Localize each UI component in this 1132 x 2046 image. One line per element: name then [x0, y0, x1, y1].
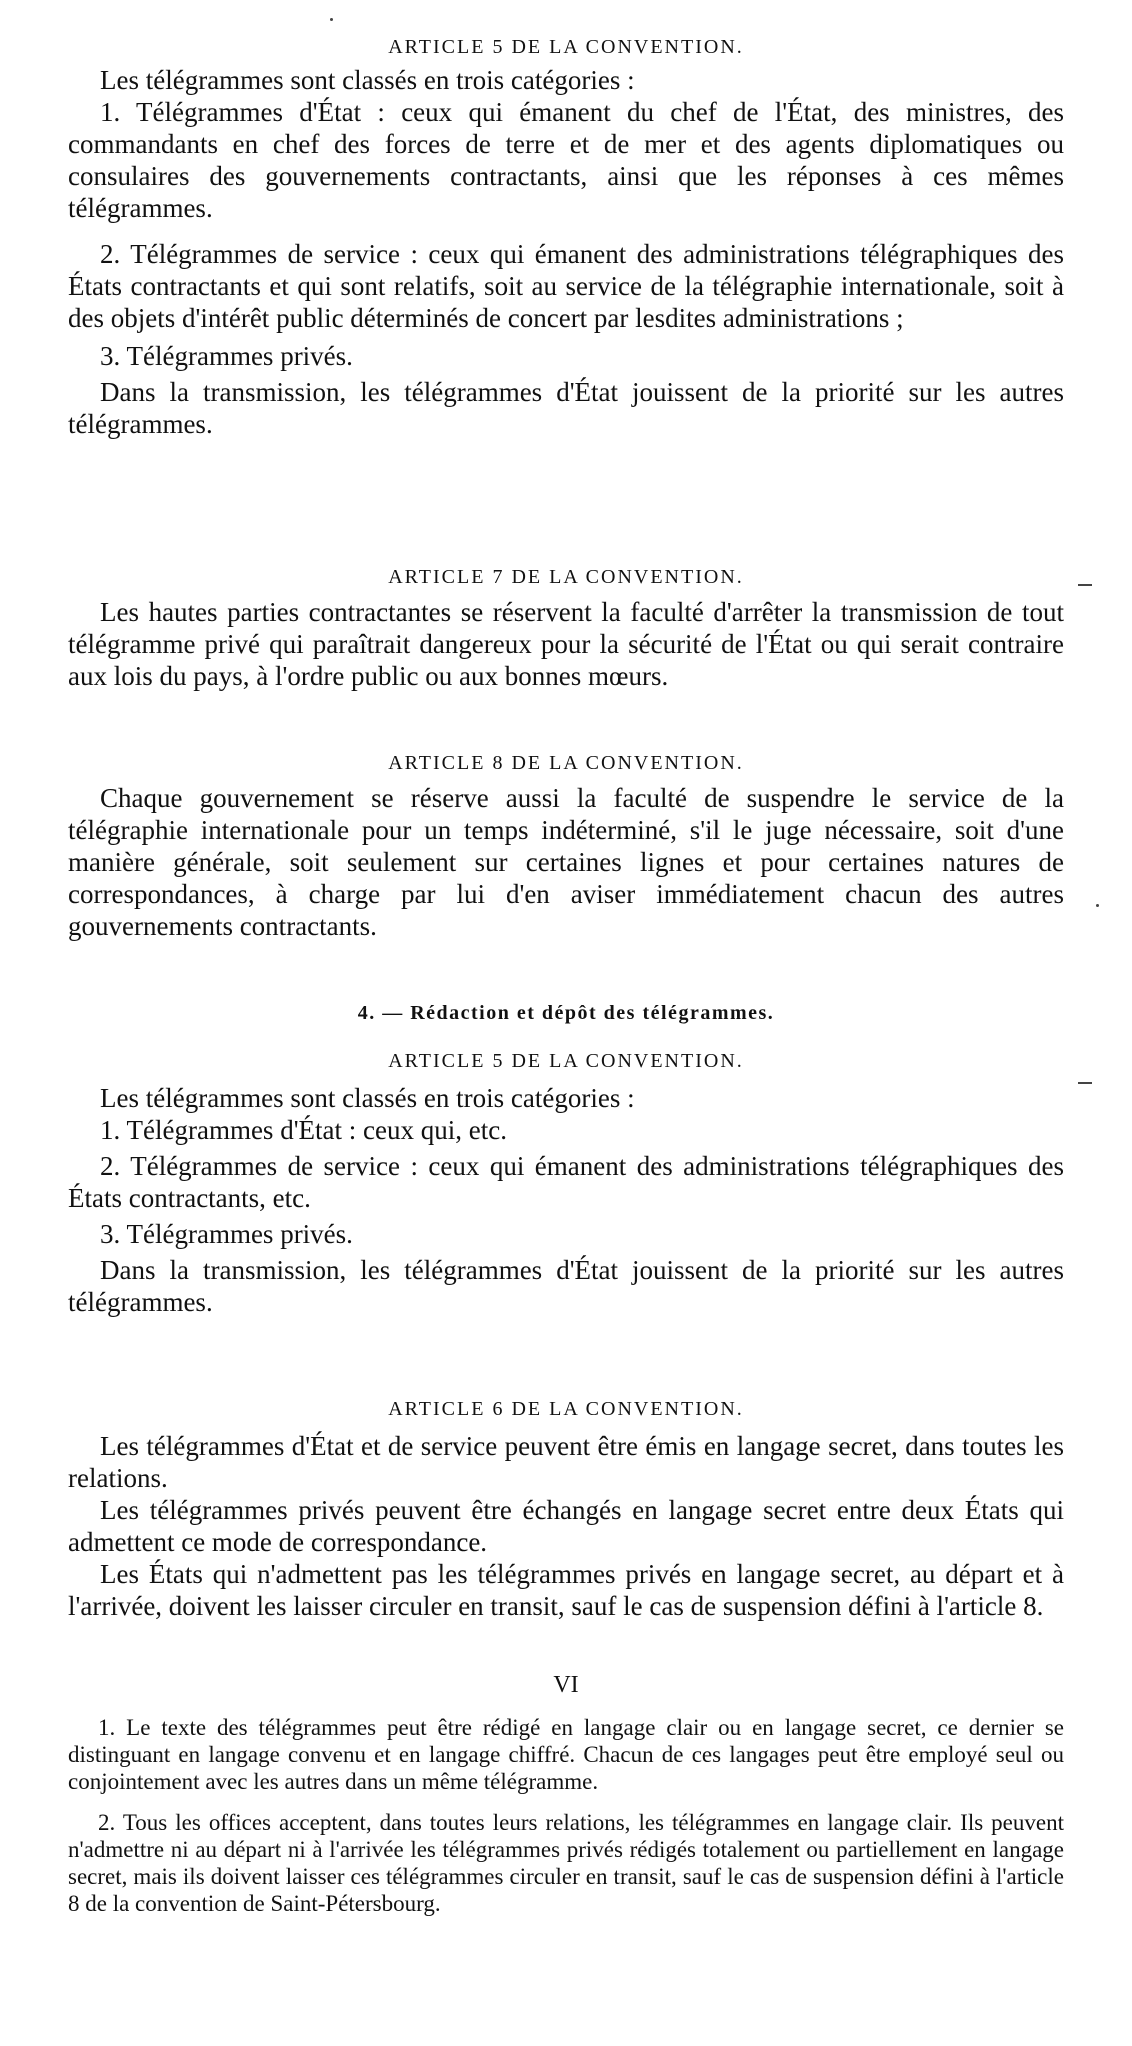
- article-8-text: Chaque gouvernement se réserve aussi la faculté de suspendre le service de la télégraphie internationale pour un temps indéterminé, s'il le juge nécessaire, soit d'une manière générale, soit seulement sur certaines lignes et pour certaines natures de correspondances, à charge par lui d'en aviser immédiatement chacun des autres gouvernements contractants.: [68, 783, 1064, 941]
- article-5-item-2: 2. Télégrammes de service : ceux qui émanent des administrations télégraphiques des États contractants et qui sont relatifs, soit au service de la télégraphie internationale, soit à des objets d'intérêt public déterminés de concert par lesdites administrations ;: [68, 239, 1064, 333]
- margin-mark: [1078, 584, 1092, 586]
- article-5-repeat-intro: Les télégrammes sont classés en trois catégories :: [100, 1083, 635, 1113]
- article-6-heading: ARTICLE 6 DE LA CONVENTION.: [388, 1398, 744, 1420]
- margin-dot: [330, 18, 333, 21]
- article-5-repeat-item-1: 1. Télégrammes d'État : ceux qui, etc.: [100, 1115, 507, 1145]
- article-5-item-3: 3. Télégrammes privés.: [100, 341, 353, 371]
- article-5-intro: Les télégrammes sont classés en trois catégories :: [100, 65, 635, 95]
- rule-vi-heading: VI: [553, 1672, 579, 1698]
- article-5-item-1: 1. Télégrammes d'État : ceux qui émanent du chef de l'État, des ministres, des commandants en chef des forces de terre et de mer et des agents diplomatiques ou consulaires des gouvernements contractants, ainsi que les réponses à ces mêmes télégrammes.: [68, 97, 1064, 223]
- margin-mark: [1078, 1082, 1092, 1084]
- article-8-body: [68, 782, 1064, 942]
- article-6-body: [68, 1430, 1064, 1622]
- article-5-body: [68, 64, 1064, 440]
- article-5-repeat-item-3: 3. Télégrammes privés.: [100, 1219, 353, 1249]
- article-7-text: Les hautes parties contractantes se réservent la faculté d'arrêter la transmission de tout télégramme privé qui paraîtrait dangereux pour la sécurité de l'État ou qui serait contraire aux lois du pays, à l'ordre public ou aux bonnes mœurs.: [68, 597, 1064, 691]
- article-5-repeat-body: [68, 1082, 1064, 1318]
- article-5-priority: Dans la transmission, les télégrammes d'État jouissent de la priorité sur les autres télégrammes.: [68, 377, 1064, 439]
- rule-vi-para-1: 1. Le texte des télégrammes peut être rédigé en langage clair ou en langage secret, ce dernier se distinguant en langage convenu et en langage chiffré. Chacun de ces langages peut être employé seul ou conjointement avec les autres dans un même télégramme.: [68, 1715, 1064, 1794]
- article-7-body: [68, 596, 1064, 692]
- article-7-heading: ARTICLE 7 DE LA CONVENTION.: [388, 566, 744, 588]
- section-4-title: 4. — Rédaction et dépôt des télégrammes.: [357, 1002, 775, 1024]
- article-6-para-1: Les télégrammes d'État et de service peuvent être émis en langage secret, dans toutes les relations.: [68, 1431, 1064, 1493]
- article-6-para-3: Les États qui n'admettent pas les télégrammes privés en langage secret, au départ et à l'arrivée, doivent les laisser circuler en transit, sauf le cas de suspension défini à l'article 8.: [68, 1559, 1064, 1621]
- rule-vi-body: [68, 1714, 1064, 1917]
- article-5-heading: ARTICLE 5 DE LA CONVENTION.: [388, 36, 744, 58]
- margin-dot: [1096, 904, 1099, 907]
- article-8-heading: ARTICLE 8 DE LA CONVENTION.: [388, 752, 744, 774]
- article-5-repeat-priority: Dans la transmission, les télégrammes d'État jouissent de la priorité sur les autres télégrammes.: [68, 1255, 1064, 1317]
- article-5-repeat-heading: ARTICLE 5 DE LA CONVENTION.: [388, 1050, 744, 1072]
- rule-vi-para-2: 2. Tous les offices acceptent, dans toutes leurs relations, les télégrammes en langage clair. Ils peuvent n'admettre ni au départ ni à l'arrivée les télégrammes privés rédigés totalement ou partiellement en langage secret, mais ils doivent laisser ces télégrammes circuler en transit, sauf le cas de suspension défini à l'article 8 de la convention de Saint-Pétersbourg.: [68, 1810, 1064, 1916]
- article-6-para-2: Les télégrammes privés peuvent être échangés en langage secret entre deux États qui admettent ce mode de correspondance.: [68, 1495, 1064, 1557]
- article-5-repeat-item-2: 2. Télégrammes de service : ceux qui émanent des administrations télégraphiques des États contractants, etc.: [68, 1151, 1064, 1213]
